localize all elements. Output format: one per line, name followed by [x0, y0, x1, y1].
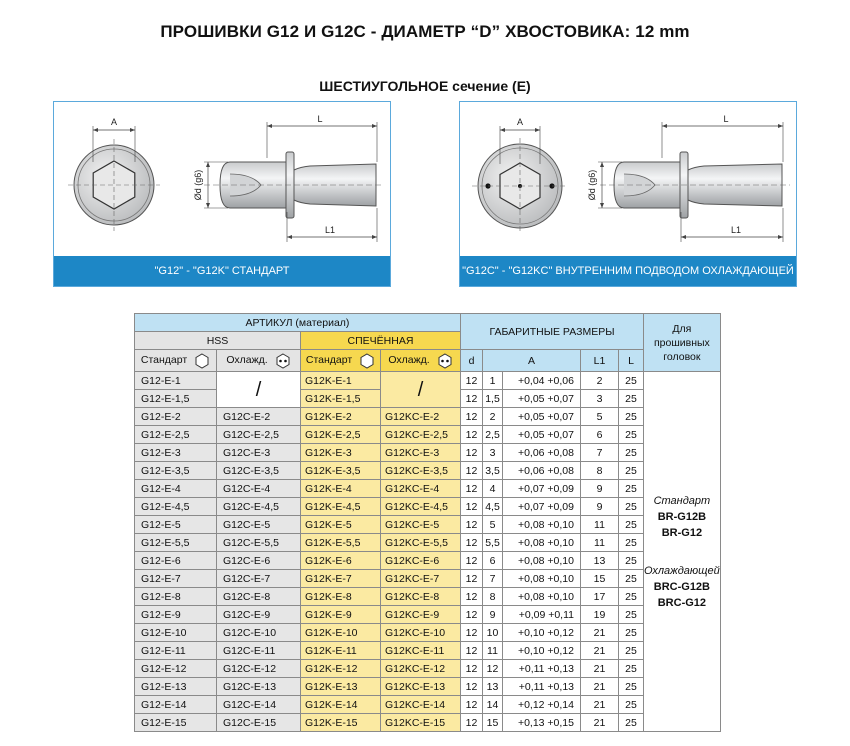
- dim-l-value: 25: [619, 606, 644, 624]
- dim-d-value: 12: [461, 444, 483, 462]
- table-row: [135, 570, 721, 588]
- table-row: [135, 588, 721, 606]
- header-sintered: СПЕЧЁННАЯ: [301, 332, 461, 350]
- table-row: [135, 498, 721, 516]
- dim-d-value: 12: [461, 606, 483, 624]
- hss-cooled-code: G12C-E-9: [217, 606, 301, 624]
- sintered-cooled-code: G12KC-E-9: [381, 606, 461, 624]
- dim-a-tolerance: +0,11 +0,13: [503, 660, 581, 678]
- sintered-cooled-code: G12KC-E-3: [381, 444, 461, 462]
- dim-a-value: 4: [483, 480, 503, 498]
- table-row: [135, 426, 721, 444]
- header-sintered-standard: [301, 350, 381, 372]
- sintered-standard-code: G12K-E-2: [301, 408, 381, 426]
- sintered-cooled-code: G12KC-E-11: [381, 642, 461, 660]
- dim-a-value: 1: [483, 372, 503, 390]
- dim-d-value: 12: [461, 480, 483, 498]
- hexagon-icon: [194, 353, 210, 369]
- dim-a-tolerance: +0,10 +0,12: [503, 624, 581, 642]
- sintered-cooled-code: G12KC-E-2: [381, 408, 461, 426]
- sintered-cooled-code: G12KC-E-6: [381, 552, 461, 570]
- dim-l-value: 25: [619, 372, 644, 390]
- heads-cooled-label: Охлаждающей: [644, 564, 720, 577]
- dim-l-value: 25: [619, 660, 644, 678]
- drawing-panel-cooled: [459, 101, 797, 307]
- sintered-standard-code: G12K-E-13: [301, 678, 381, 696]
- hss-standard-code: G12-E-12: [135, 660, 217, 678]
- dim-a-tolerance: +0,10 +0,12: [503, 642, 581, 660]
- hss-cooled-code: G12C-E-11: [217, 642, 301, 660]
- hss-cooled-code: G12C-E-13: [217, 678, 301, 696]
- sintered-standard-code: G12K-E-1,5: [301, 390, 381, 408]
- dim-a-tolerance: +0,08 +0,10: [503, 516, 581, 534]
- table-row: [135, 642, 721, 660]
- header-heads: Для прошивных головок: [644, 314, 721, 372]
- sintered-cooled-code: G12KC-E-14: [381, 696, 461, 714]
- dim-a-tolerance: +0,11 +0,13: [503, 678, 581, 696]
- dim-d-value: 12: [461, 498, 483, 516]
- dim-l1-value: 3: [581, 390, 619, 408]
- dim-l1-value: 5: [581, 408, 619, 426]
- sintered-standard-code: G12K-E-8: [301, 588, 381, 606]
- dim-a-tolerance: +0,06 +0,08: [503, 462, 581, 480]
- hss-cooled-code: G12C-E-15: [217, 714, 301, 732]
- dim-d-value: 12: [461, 516, 483, 534]
- dim-l-value: 25: [619, 714, 644, 732]
- table-row: [135, 516, 721, 534]
- page-title: ПРОШИВКИ G12 И G12C - ДИАМЕТР “D” ХВОСТОВИКА: 12 mm: [160, 22, 690, 41]
- header-sintered-cooled: [381, 350, 461, 372]
- dim-a-tolerance: +0,09 +0,11: [503, 606, 581, 624]
- dim-l1-label: L1: [324, 225, 336, 235]
- dim-l-label: L: [317, 114, 323, 124]
- dim-a-value: 9: [483, 606, 503, 624]
- dim-l-value: 25: [619, 570, 644, 588]
- dim-l-value: 25: [619, 552, 644, 570]
- sintered-standard-code: G12K-E-3: [301, 444, 381, 462]
- table-row: [135, 444, 721, 462]
- hss-cooled-code: G12C-E-14: [217, 696, 301, 714]
- hss-standard-code: G12-E-5,5: [135, 534, 217, 552]
- heads-panel: [644, 372, 721, 732]
- table-row: [135, 462, 721, 480]
- dim-d-value: 12: [461, 426, 483, 444]
- broach-standard-drawing: [54, 102, 390, 256]
- hss-standard-code: G12-E-4,5: [135, 498, 217, 516]
- dim-a-tolerance: +0,08 +0,10: [503, 534, 581, 552]
- dim-a-value: 2: [483, 408, 503, 426]
- header-article: АРТИКУЛ (материал): [135, 314, 461, 332]
- hss-cooled-code: G12C-E-8: [217, 588, 301, 606]
- dim-a-value: 12: [483, 660, 503, 678]
- broach-cooled-drawing: [460, 102, 796, 256]
- spec-table: [134, 313, 721, 732]
- hss-standard-code: G12-E-6: [135, 552, 217, 570]
- hexagon-coolant-icon: [275, 353, 291, 369]
- header-hss-cooled-label: Охлажд.: [226, 354, 268, 367]
- dim-d-value: 12: [461, 534, 483, 552]
- table-row: [135, 624, 721, 642]
- hss-standard-code: G12-E-3,5: [135, 462, 217, 480]
- sintered-cooled-code: G12KC-E-13: [381, 678, 461, 696]
- dim-d-value: 12: [461, 660, 483, 678]
- dim-l1-value: 8: [581, 462, 619, 480]
- dim-a-value: 11: [483, 642, 503, 660]
- sintered-standard-code: G12K-E-2,5: [301, 426, 381, 444]
- dim-a-value: 4,5: [483, 498, 503, 516]
- sintered-standard-code: G12K-E-7: [301, 570, 381, 588]
- header-hss-standard-label: Стандарт: [140, 354, 188, 367]
- section-subtitle: ШЕСТИУГОЛЬНОЕ сечение (E): [319, 78, 531, 94]
- dim-a-value: 7: [483, 570, 503, 588]
- dim-l-value: 25: [619, 696, 644, 714]
- dim-l1-value: 19: [581, 606, 619, 624]
- sintered-standard-code: G12K-E-12: [301, 660, 381, 678]
- table-row: [135, 678, 721, 696]
- dim-a-tolerance: +0,05 +0,07: [503, 426, 581, 444]
- dim-l1-value: 15: [581, 570, 619, 588]
- dim-a-tolerance: +0,08 +0,10: [503, 570, 581, 588]
- hss-cooled-code: G12C-E-3,5: [217, 462, 301, 480]
- sintered-cooled-na-slash: /: [381, 372, 461, 408]
- table-row: [135, 534, 721, 552]
- dim-a-value: 15: [483, 714, 503, 732]
- sintered-standard-code: G12K-E-11: [301, 642, 381, 660]
- table-row: [135, 408, 721, 426]
- hss-cooled-code: G12C-E-2,5: [217, 426, 301, 444]
- hss-cooled-code: G12C-E-7: [217, 570, 301, 588]
- header-hss-standard: [135, 350, 217, 372]
- sintered-cooled-code: G12KC-E-3,5: [381, 462, 461, 480]
- dim-l1-value: 21: [581, 678, 619, 696]
- dim-l1-value: 17: [581, 588, 619, 606]
- dim-l-value: 25: [619, 534, 644, 552]
- dim-l-value: 25: [619, 642, 644, 660]
- heads-cooled-item: BRC-G12B: [653, 580, 710, 593]
- sintered-standard-code: G12K-E-10: [301, 624, 381, 642]
- hss-standard-code: G12-E-13: [135, 678, 217, 696]
- dim-l1-value: 13: [581, 552, 619, 570]
- dim-l-value: 25: [619, 516, 644, 534]
- dim-a-tolerance: +0,07 +0,09: [503, 498, 581, 516]
- dim-l1-value: 21: [581, 642, 619, 660]
- table-row: [135, 480, 721, 498]
- dim-l1-value: 11: [581, 534, 619, 552]
- dim-d-value: 12: [461, 390, 483, 408]
- panel-caption-standard: "G12" - "G12K" СТАНДАРТ: [54, 256, 390, 286]
- hss-cooled-code: G12C-E-4: [217, 480, 301, 498]
- hss-cooled-na-slash: /: [217, 372, 301, 408]
- header-a: A: [483, 350, 581, 372]
- hss-cooled-code: G12C-E-3: [217, 444, 301, 462]
- dim-d-value: 12: [461, 588, 483, 606]
- dim-a-tolerance: +0,05 +0,07: [503, 390, 581, 408]
- header-l: L: [619, 350, 644, 372]
- dim-l1-value: 11: [581, 516, 619, 534]
- hss-cooled-code: G12C-E-12: [217, 660, 301, 678]
- dim-d-value: 12: [461, 678, 483, 696]
- table-row: [135, 696, 721, 714]
- sintered-cooled-code: G12KC-E-12: [381, 660, 461, 678]
- sintered-cooled-code: G12KC-E-2,5: [381, 426, 461, 444]
- hss-standard-code: G12-E-15: [135, 714, 217, 732]
- hss-standard-code: G12-E-9: [135, 606, 217, 624]
- dim-l1-value: 9: [581, 498, 619, 516]
- sintered-standard-code: G12K-E-5: [301, 516, 381, 534]
- dim-a-label: A: [516, 117, 524, 127]
- table-row: [135, 372, 721, 390]
- heads-standard-label: Стандарт: [653, 494, 711, 507]
- sintered-standard-code: G12K-E-6: [301, 552, 381, 570]
- hss-standard-code: G12-E-10: [135, 624, 217, 642]
- hss-standard-code: G12-E-8: [135, 588, 217, 606]
- table-row: [135, 714, 721, 732]
- sintered-cooled-code: G12KC-E-7: [381, 570, 461, 588]
- drawing-panel-standard: [53, 101, 391, 287]
- dim-l1-label: L1: [730, 225, 742, 235]
- dim-d-value: 12: [461, 570, 483, 588]
- hss-cooled-code: G12C-E-5: [217, 516, 301, 534]
- hss-standard-code: G12-E-1,5: [135, 390, 217, 408]
- dim-a-tolerance: +0,06 +0,08: [503, 444, 581, 462]
- header-d: d: [461, 350, 483, 372]
- dim-a-tolerance: +0,05 +0,07: [503, 408, 581, 426]
- dim-l1-value: 21: [581, 696, 619, 714]
- dim-l1-value: 21: [581, 660, 619, 678]
- hss-cooled-code: G12C-E-10: [217, 624, 301, 642]
- header-hss-cooled: [217, 350, 301, 372]
- dim-l-value: 25: [619, 462, 644, 480]
- sintered-standard-code: G12K-E-3,5: [301, 462, 381, 480]
- dim-l1-value: 21: [581, 714, 619, 732]
- sintered-cooled-code: G12KC-E-4,5: [381, 498, 461, 516]
- dim-d-label: Ød (g6): [193, 169, 203, 201]
- heads-standard-item: BR-G12B: [657, 510, 707, 523]
- dim-a-tolerance: +0,07 +0,09: [503, 480, 581, 498]
- heads-standard-item: BR-G12: [661, 526, 703, 539]
- dim-a-value: 13: [483, 678, 503, 696]
- dim-l-value: 25: [619, 624, 644, 642]
- sintered-cooled-code: G12KC-E-10: [381, 624, 461, 642]
- dim-d-value: 12: [461, 552, 483, 570]
- header-l1: L1: [581, 350, 619, 372]
- header-sintered-standard-label: Стандарт: [305, 354, 353, 367]
- hss-standard-code: G12-E-1: [135, 372, 217, 390]
- dim-l-value: 25: [619, 390, 644, 408]
- sintered-standard-code: G12K-E-14: [301, 696, 381, 714]
- dim-d-label: Ød (g6): [587, 169, 597, 201]
- dim-l1-value: 7: [581, 444, 619, 462]
- hexagon-icon: [359, 353, 375, 369]
- dim-a-tolerance: +0,08 +0,10: [503, 552, 581, 570]
- sintered-cooled-code: G12KC-E-15: [381, 714, 461, 732]
- sintered-standard-code: G12K-E-4,5: [301, 498, 381, 516]
- dim-a-value: 3: [483, 444, 503, 462]
- dim-d-value: 12: [461, 624, 483, 642]
- hss-standard-code: G12-E-14: [135, 696, 217, 714]
- header-hss: HSS: [135, 332, 301, 350]
- dim-a-tolerance: +0,12 +0,14: [503, 696, 581, 714]
- dim-a-value: 3,5: [483, 462, 503, 480]
- table-row: [135, 660, 721, 678]
- dim-d-value: 12: [461, 408, 483, 426]
- dim-a-tolerance: +0,13 +0,15: [503, 714, 581, 732]
- dim-a-label: A: [110, 117, 118, 127]
- dim-l-value: 25: [619, 444, 644, 462]
- hss-cooled-code: G12C-E-6: [217, 552, 301, 570]
- dim-a-value: 5: [483, 516, 503, 534]
- dim-d-value: 12: [461, 642, 483, 660]
- sintered-standard-code: G12K-E-9: [301, 606, 381, 624]
- dim-l-value: 25: [619, 588, 644, 606]
- hss-standard-code: G12-E-4: [135, 480, 217, 498]
- header-dimensions: ГАБАРИТНЫЕ РАЗМЕРЫ: [461, 314, 644, 350]
- panel-caption-cooled: "G12C" - "G12KC" ВНУТРЕННИМ ПОДВОДОМ ОХЛАЖДАЮЩЕЙ ЖИДКОСТИ: [460, 256, 796, 286]
- dim-d-value: 12: [461, 372, 483, 390]
- dim-l-value: 25: [619, 498, 644, 516]
- dim-a-value: 6: [483, 552, 503, 570]
- dim-a-value: 14: [483, 696, 503, 714]
- hss-cooled-code: G12C-E-2: [217, 408, 301, 426]
- spec-table-body: [135, 372, 721, 732]
- table-row: [135, 606, 721, 624]
- header-sintered-cooled-label: Охлажд.: [388, 354, 430, 367]
- sintered-standard-code: G12K-E-1: [301, 372, 381, 390]
- heads-cooled-item: BRC-G12: [657, 596, 707, 609]
- dim-l-value: 25: [619, 408, 644, 426]
- dim-a-value: 1,5: [483, 390, 503, 408]
- hss-standard-code: G12-E-7: [135, 570, 217, 588]
- hss-standard-code: G12-E-2,5: [135, 426, 217, 444]
- dim-l1-value: 21: [581, 624, 619, 642]
- hss-cooled-code: G12C-E-5,5: [217, 534, 301, 552]
- dim-l-label: L: [723, 114, 729, 124]
- sintered-cooled-code: G12KC-E-5: [381, 516, 461, 534]
- dim-d-value: 12: [461, 462, 483, 480]
- sintered-standard-code: G12K-E-4: [301, 480, 381, 498]
- dim-a-tolerance: +0,08 +0,10: [503, 588, 581, 606]
- hss-cooled-code: G12C-E-4,5: [217, 498, 301, 516]
- dim-a-tolerance: +0,04 +0,06: [503, 372, 581, 390]
- hss-standard-code: G12-E-5: [135, 516, 217, 534]
- dim-l1-value: 6: [581, 426, 619, 444]
- dim-l-value: 25: [619, 678, 644, 696]
- dim-d-value: 12: [461, 696, 483, 714]
- dim-l-value: 25: [619, 426, 644, 444]
- sintered-cooled-code: G12KC-E-8: [381, 588, 461, 606]
- hss-standard-code: G12-E-3: [135, 444, 217, 462]
- dim-l1-value: 2: [581, 372, 619, 390]
- sintered-standard-code: G12K-E-5,5: [301, 534, 381, 552]
- hss-standard-code: G12-E-11: [135, 642, 217, 660]
- dim-a-value: 8: [483, 588, 503, 606]
- sintered-standard-code: G12K-E-15: [301, 714, 381, 732]
- table-row: [135, 552, 721, 570]
- dim-a-value: 2,5: [483, 426, 503, 444]
- hexagon-coolant-icon: [437, 353, 453, 369]
- dim-d-value: 12: [461, 714, 483, 732]
- dim-l1-value: 9: [581, 480, 619, 498]
- sintered-cooled-code: G12KC-E-4: [381, 480, 461, 498]
- dim-a-value: 5,5: [483, 534, 503, 552]
- sintered-cooled-code: G12KC-E-5,5: [381, 534, 461, 552]
- dim-l-value: 25: [619, 480, 644, 498]
- hss-standard-code: G12-E-2: [135, 408, 217, 426]
- dim-a-value: 10: [483, 624, 503, 642]
